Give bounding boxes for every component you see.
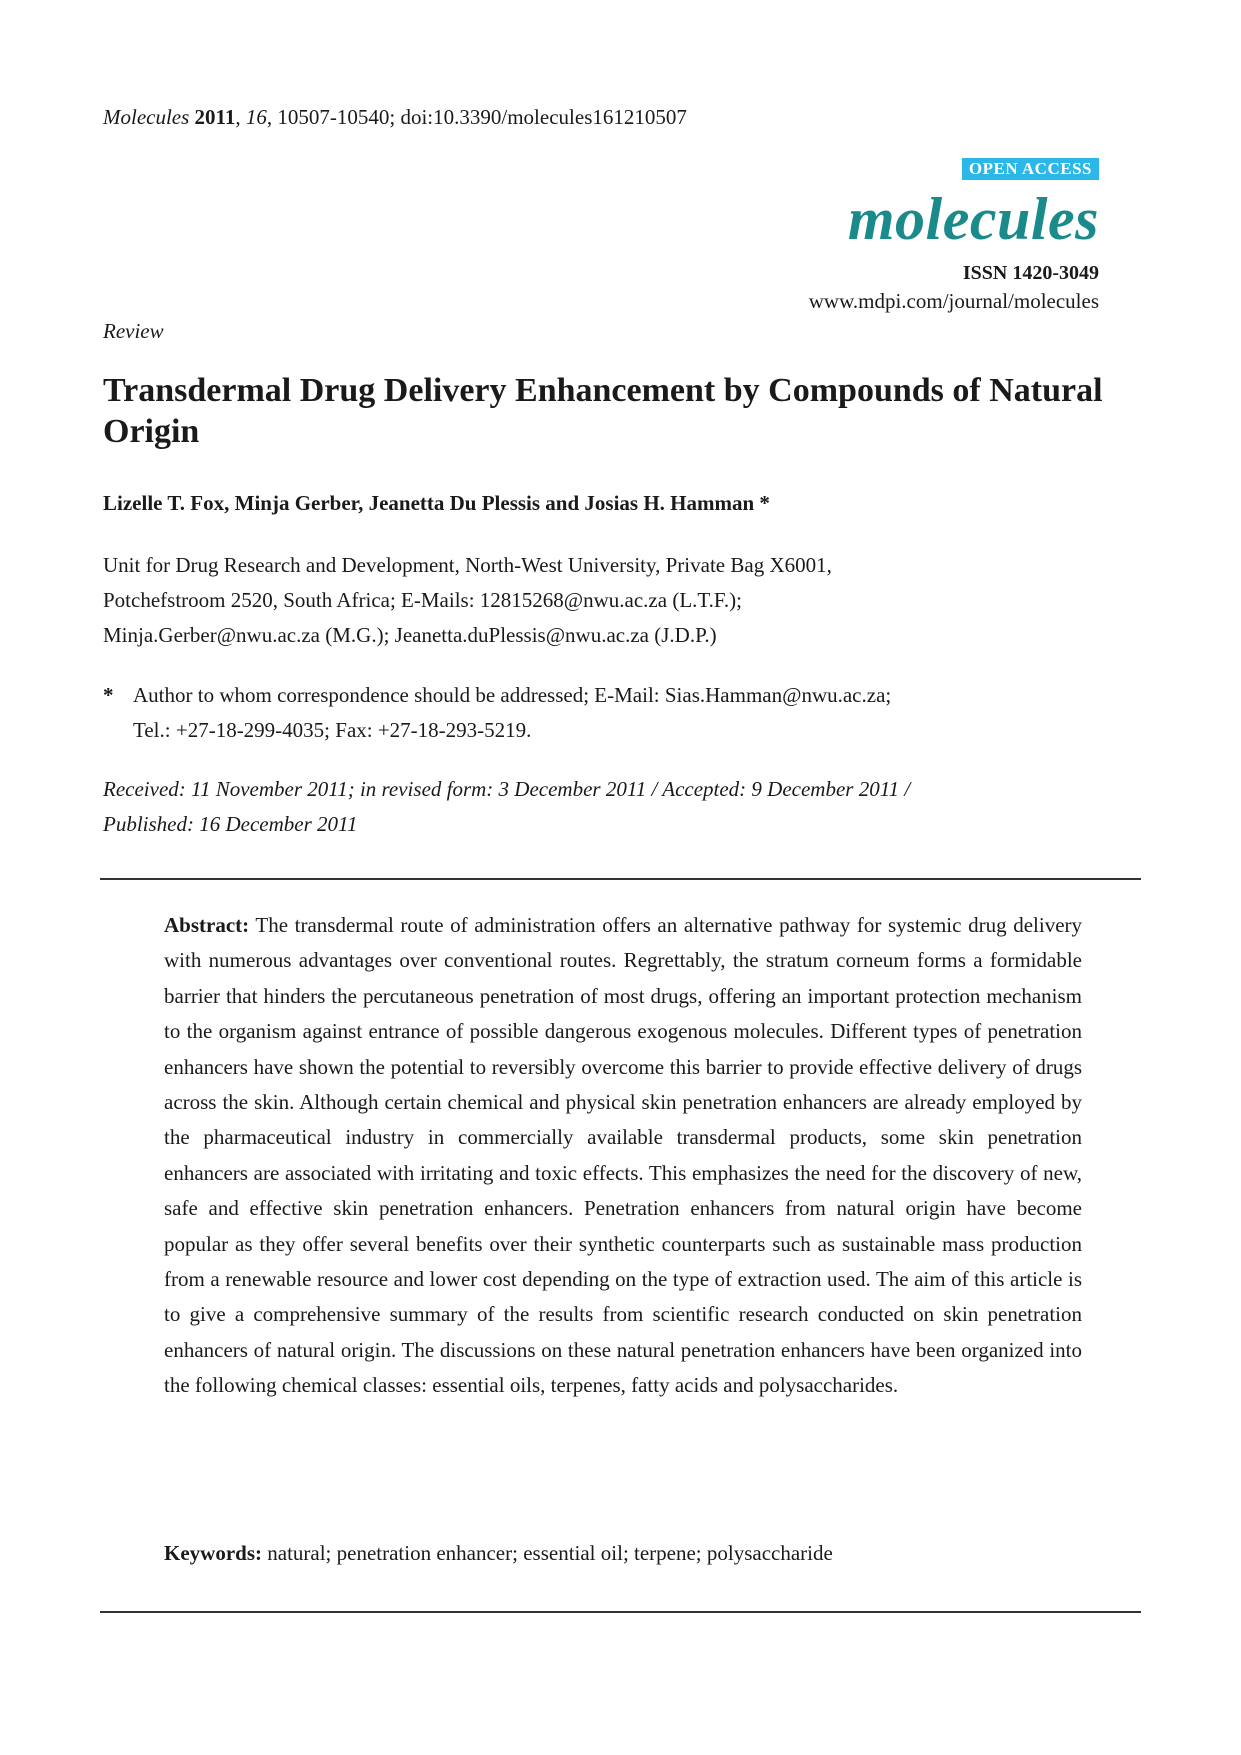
journal-logo: molecules [847, 186, 1099, 252]
keywords [164, 1540, 1082, 1566]
citation-year: 2011 [194, 105, 236, 129]
abstract-label: Abstract: [164, 913, 250, 937]
citation-line: Molecules 2011, 16, 10507-10540; doi:10.3390/molecules161210507 [103, 105, 687, 129]
top-divider [100, 878, 1141, 880]
affiliation-line: Unit for Drug Research and Development, North-West University, Private Bag X6001, [103, 553, 832, 577]
dates-line: Published: 16 December 2011 [103, 812, 358, 836]
citation-pages-doi: , 10507-10540; doi:10.3390/molecules161210507 [266, 105, 687, 129]
publication-dates [103, 772, 1113, 842]
bottom-divider [100, 1611, 1141, 1613]
keywords-label: Keywords: [164, 1541, 262, 1565]
abstract-text: The transdermal route of administration offers an alternative pathway for systemic drug delivery with numerous advantages over conventional routes. Regrettably, the stratum corneum forms a formidable barrier that hinders the percutaneous penetration of most drugs, offering an important protection mechanism to the organism against entrance of possible dangerous exogenous molecules. Different types of penetration enhancers have shown the potential to reversibly overcome this barrier to provide effective delivery of drugs across the skin. Although certain chemical and physical skin penetration enhancers are already employed by the pharmaceutical industry in commercially available transdermal products, some skin penetration enhancers are associated with irritating and toxic effects. This emphasizes the need for the discovery of new, safe and effective skin penetration enhancers. Penetration enhancers from natural origin have become popular as they offer several benefits over their synthetic counterparts such as sustainable mass production from a renewable resource and lower cost depending on the type of extraction used. The aim of this article is to give a comprehensive summary of the results from scientific research conducted on skin penetration enhancers of natural origin. The discussions on these natural penetration enhancers have been organized into the following chemical classes: essential oils, terpenes, fatty acids and polysaccharides. [164, 913, 1083, 1398]
correspondence-marker: * [103, 683, 114, 707]
citation-volume: 16 [245, 105, 267, 129]
abstract [164, 908, 1082, 1404]
correspondence-note [103, 678, 1113, 748]
correspondence-line: Author to whom correspondence should be addressed; E-Mail: Sias.Hamman@nwu.ac.za; [133, 683, 892, 707]
affiliation-line: Minja.Gerber@nwu.ac.za (M.G.); Jeanetta.duPlessis@nwu.ac.za (J.D.P.) [103, 623, 717, 647]
affiliation-line: Potchefstroom 2520, South Africa; E-Mails: 12815268@nwu.ac.za (L.T.F.); [103, 588, 742, 612]
journal-name: Molecules [103, 105, 190, 129]
article-type: Review [103, 319, 164, 343]
author-list: Lizelle T. Fox, Minja Gerber, Jeanetta Du Plessis and Josias H. Hamman * [103, 491, 770, 515]
correspondence-line: Tel.: +27-18-299-4035; Fax: +27-18-293-5219. [133, 718, 532, 742]
journal-url[interactable]: www.mdpi.com/journal/molecules [808, 289, 1099, 313]
affiliation [103, 548, 1103, 653]
article-title: Transdermal Drug Delivery Enhancement by Compounds of Natural Origin [103, 372, 1103, 450]
dates-line: Received: 11 November 2011; in revised form: 3 December 2011 / Accepted: 9 December 2011 / [103, 777, 911, 801]
issn: ISSN 1420-3049 [962, 262, 1099, 284]
open-access-badge: OPEN ACCESS [962, 158, 1099, 180]
keywords-text: natural; penetration enhancer; essential oil; terpene; polysaccharide [267, 1541, 833, 1565]
